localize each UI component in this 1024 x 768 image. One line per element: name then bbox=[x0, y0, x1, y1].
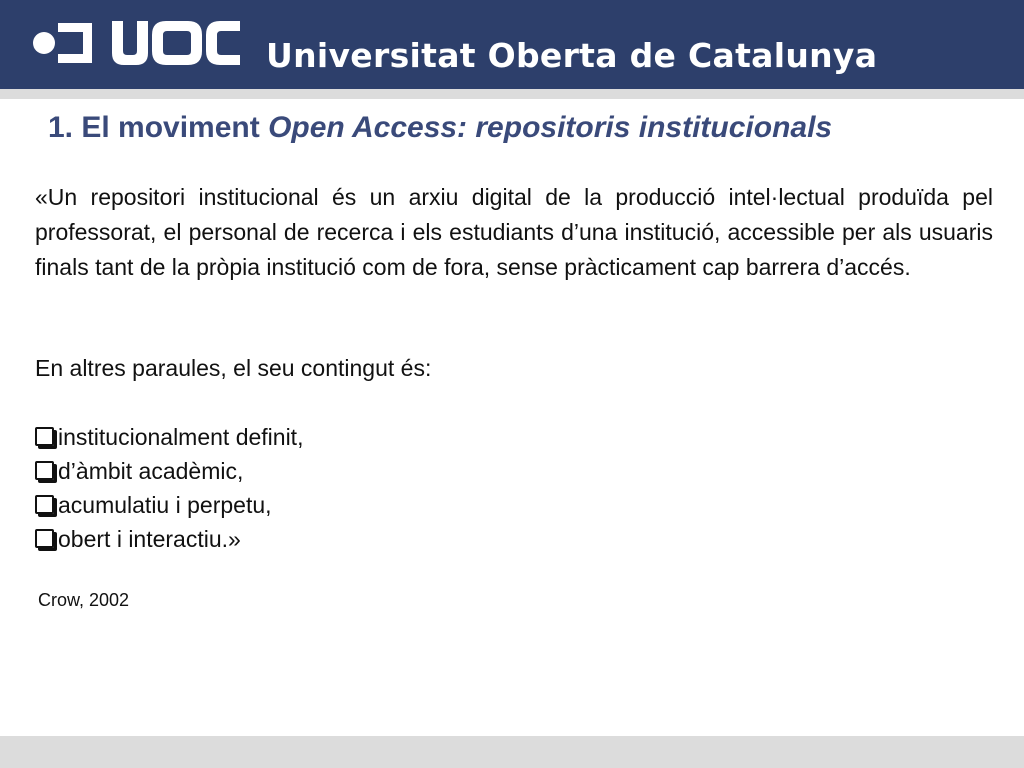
slide-title bbox=[48, 111, 832, 145]
content-intro: En altres paraules, el seu contingut és: bbox=[35, 355, 432, 381]
content-criteria-list bbox=[35, 420, 303, 556]
repository-definition-quote: «Un repositori institucional és un arxiu digital de la producció intel·lectual produïda pel professorat, el personal de recerca i els estudiants d’una institució, accessible per als usuaris finals tant de la pròpia institució com de fora, sense pràcticament cap barrera d’accés. bbox=[35, 184, 993, 280]
footer-band bbox=[0, 736, 1024, 768]
header-band bbox=[0, 0, 1024, 89]
list-item bbox=[35, 522, 303, 556]
checkbox-icon bbox=[35, 529, 54, 548]
list-item-text: d’àmbit acadèmic, bbox=[58, 458, 244, 484]
list-item-text: institucionalment definit, bbox=[58, 424, 304, 450]
list-item-text: obert i interactiu.» bbox=[58, 526, 241, 552]
slide-title-italic: Open Access: repositoris institucionals bbox=[268, 111, 833, 144]
uoc-logo bbox=[32, 17, 242, 69]
slide-title-plain: 1. El moviment bbox=[48, 111, 269, 144]
header-divider bbox=[0, 89, 1024, 99]
citation: Crow, 2002 bbox=[38, 590, 130, 610]
checkbox-icon bbox=[35, 461, 54, 480]
list-item bbox=[35, 488, 303, 522]
list-item bbox=[35, 420, 303, 454]
list-item bbox=[35, 454, 303, 488]
university-name: Universitat Oberta de Catalunya bbox=[266, 36, 878, 75]
checkbox-icon bbox=[35, 495, 54, 514]
list-item-text: acumulatiu i perpetu, bbox=[58, 492, 272, 518]
uoc-logo-svg bbox=[32, 17, 242, 69]
checkbox-icon bbox=[35, 427, 54, 446]
